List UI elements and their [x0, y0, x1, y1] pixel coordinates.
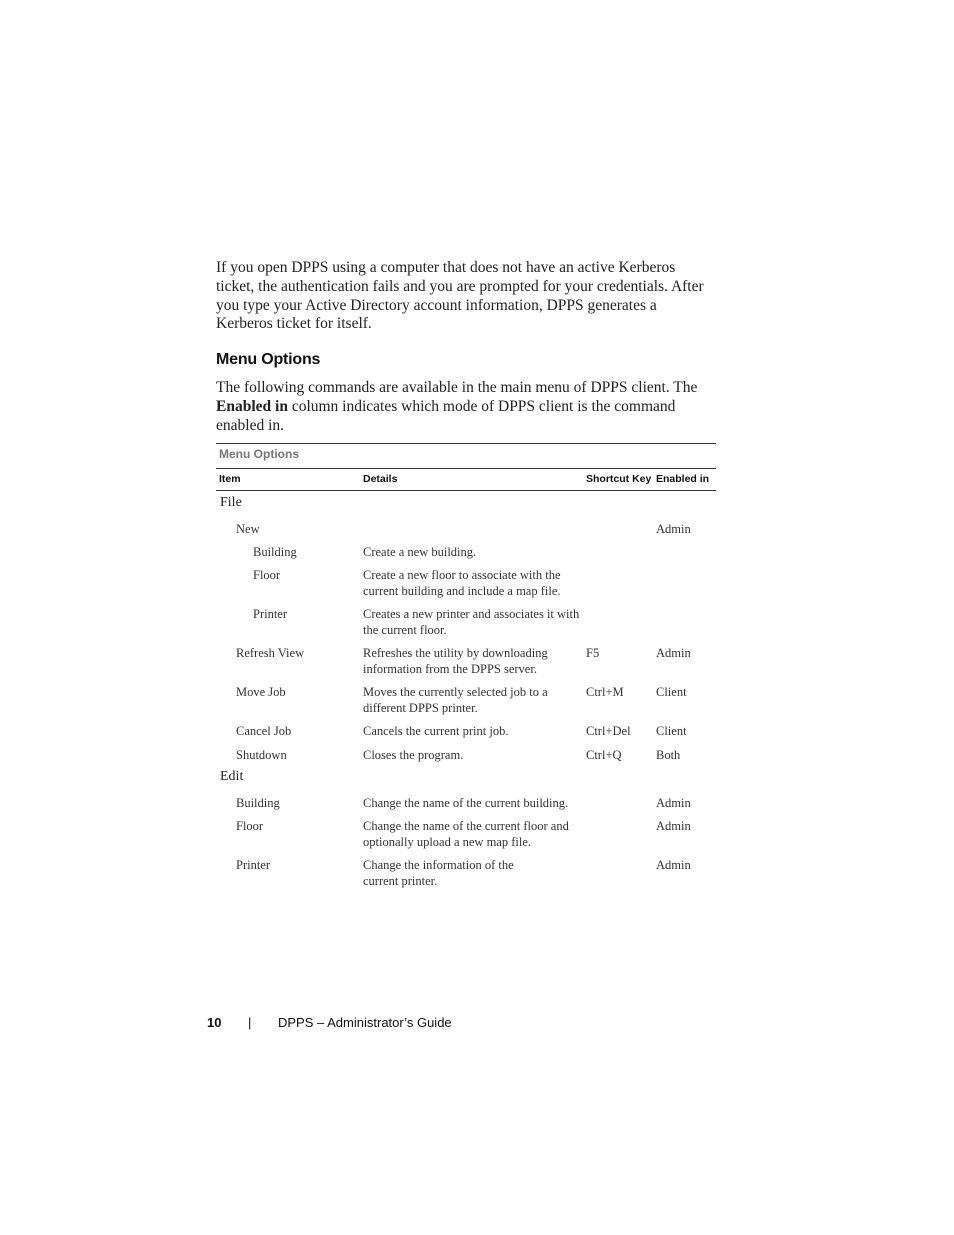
table-body [216, 491, 716, 911]
row-item: Building [236, 796, 280, 810]
row-item: Cancel Job [236, 724, 292, 738]
row-details: Change the name of the current floor and optionally upload a new map file. [363, 819, 569, 849]
row-item: Building [253, 545, 297, 559]
row-enabled: Both [656, 748, 681, 762]
row-enabled: Admin [656, 819, 691, 833]
row-enabled: Admin [656, 858, 691, 872]
header-shortcut: Shortcut Key [586, 473, 652, 485]
description-paragraph [216, 379, 716, 435]
row-shortcut: Ctrl+Del [586, 724, 631, 738]
row-details: Moves the currently selected job to a different DPPS printer. [363, 685, 548, 715]
row-details: Change the information of the current printer. [363, 858, 514, 888]
row-shortcut: Ctrl+Q [586, 748, 622, 762]
header-enabled: Enabled in [656, 473, 710, 485]
table-header [216, 468, 716, 491]
category-edit: Edit [220, 769, 244, 784]
row-enabled: Admin [656, 522, 691, 536]
row-shortcut: F5 [586, 646, 600, 660]
row-details: Create a new building. [363, 545, 477, 559]
page-number: 10 [207, 1015, 222, 1030]
row-item: Printer [253, 607, 288, 621]
row-item: Printer [236, 858, 271, 872]
row-item: Floor [253, 568, 281, 582]
footer-separator: | [248, 1015, 252, 1030]
header-details: Details [363, 473, 398, 485]
row-enabled: Admin [656, 646, 691, 660]
row-details: Refreshes the utility by downloading information from the DPPS server. [363, 646, 548, 676]
row-enabled: Admin [656, 796, 691, 810]
row-details: Closes the program. [363, 748, 464, 762]
row-details: Creates a new printer and associates it with the current floor. [363, 607, 580, 637]
row-item: New [236, 522, 260, 536]
intro-paragraph: If you open DPPS using a computer that does not have an active Kerberos ticket, the authentication fails and you are prompted for your credentials. After you type your Active Directory account information, DPPS generates a Kerberos ticket for itself. [216, 259, 704, 333]
section-heading: Menu Options [216, 351, 321, 368]
row-shortcut: Ctrl+M [586, 685, 624, 699]
row-details: Change the name of the current building. [363, 796, 569, 810]
description-bold-term: Enabled in [216, 397, 288, 415]
row-item: Shutdown [236, 748, 287, 762]
row-enabled: Client [656, 685, 687, 699]
row-item: Floor [236, 819, 264, 833]
row-enabled: Client [656, 724, 687, 738]
header-item: Item [219, 473, 241, 485]
menu-options-table [216, 443, 716, 911]
description-text-2: column indicates which mode of DPPS client is the command enabled in. [216, 397, 676, 434]
row-details: Cancels the current print job. [363, 724, 509, 738]
category-file: File [220, 495, 242, 510]
table-caption: Menu Options [219, 447, 299, 461]
row-details: Create a new floor to associate with the current building and include a map file. [363, 568, 561, 598]
description-text-1: The following commands are available in the main menu of DPPS client. The [216, 379, 698, 396]
row-item: Refresh View [236, 646, 305, 660]
row-item: Move Job [236, 685, 286, 699]
footer-title: DPPS – Administrator’s Guide [278, 1015, 452, 1030]
